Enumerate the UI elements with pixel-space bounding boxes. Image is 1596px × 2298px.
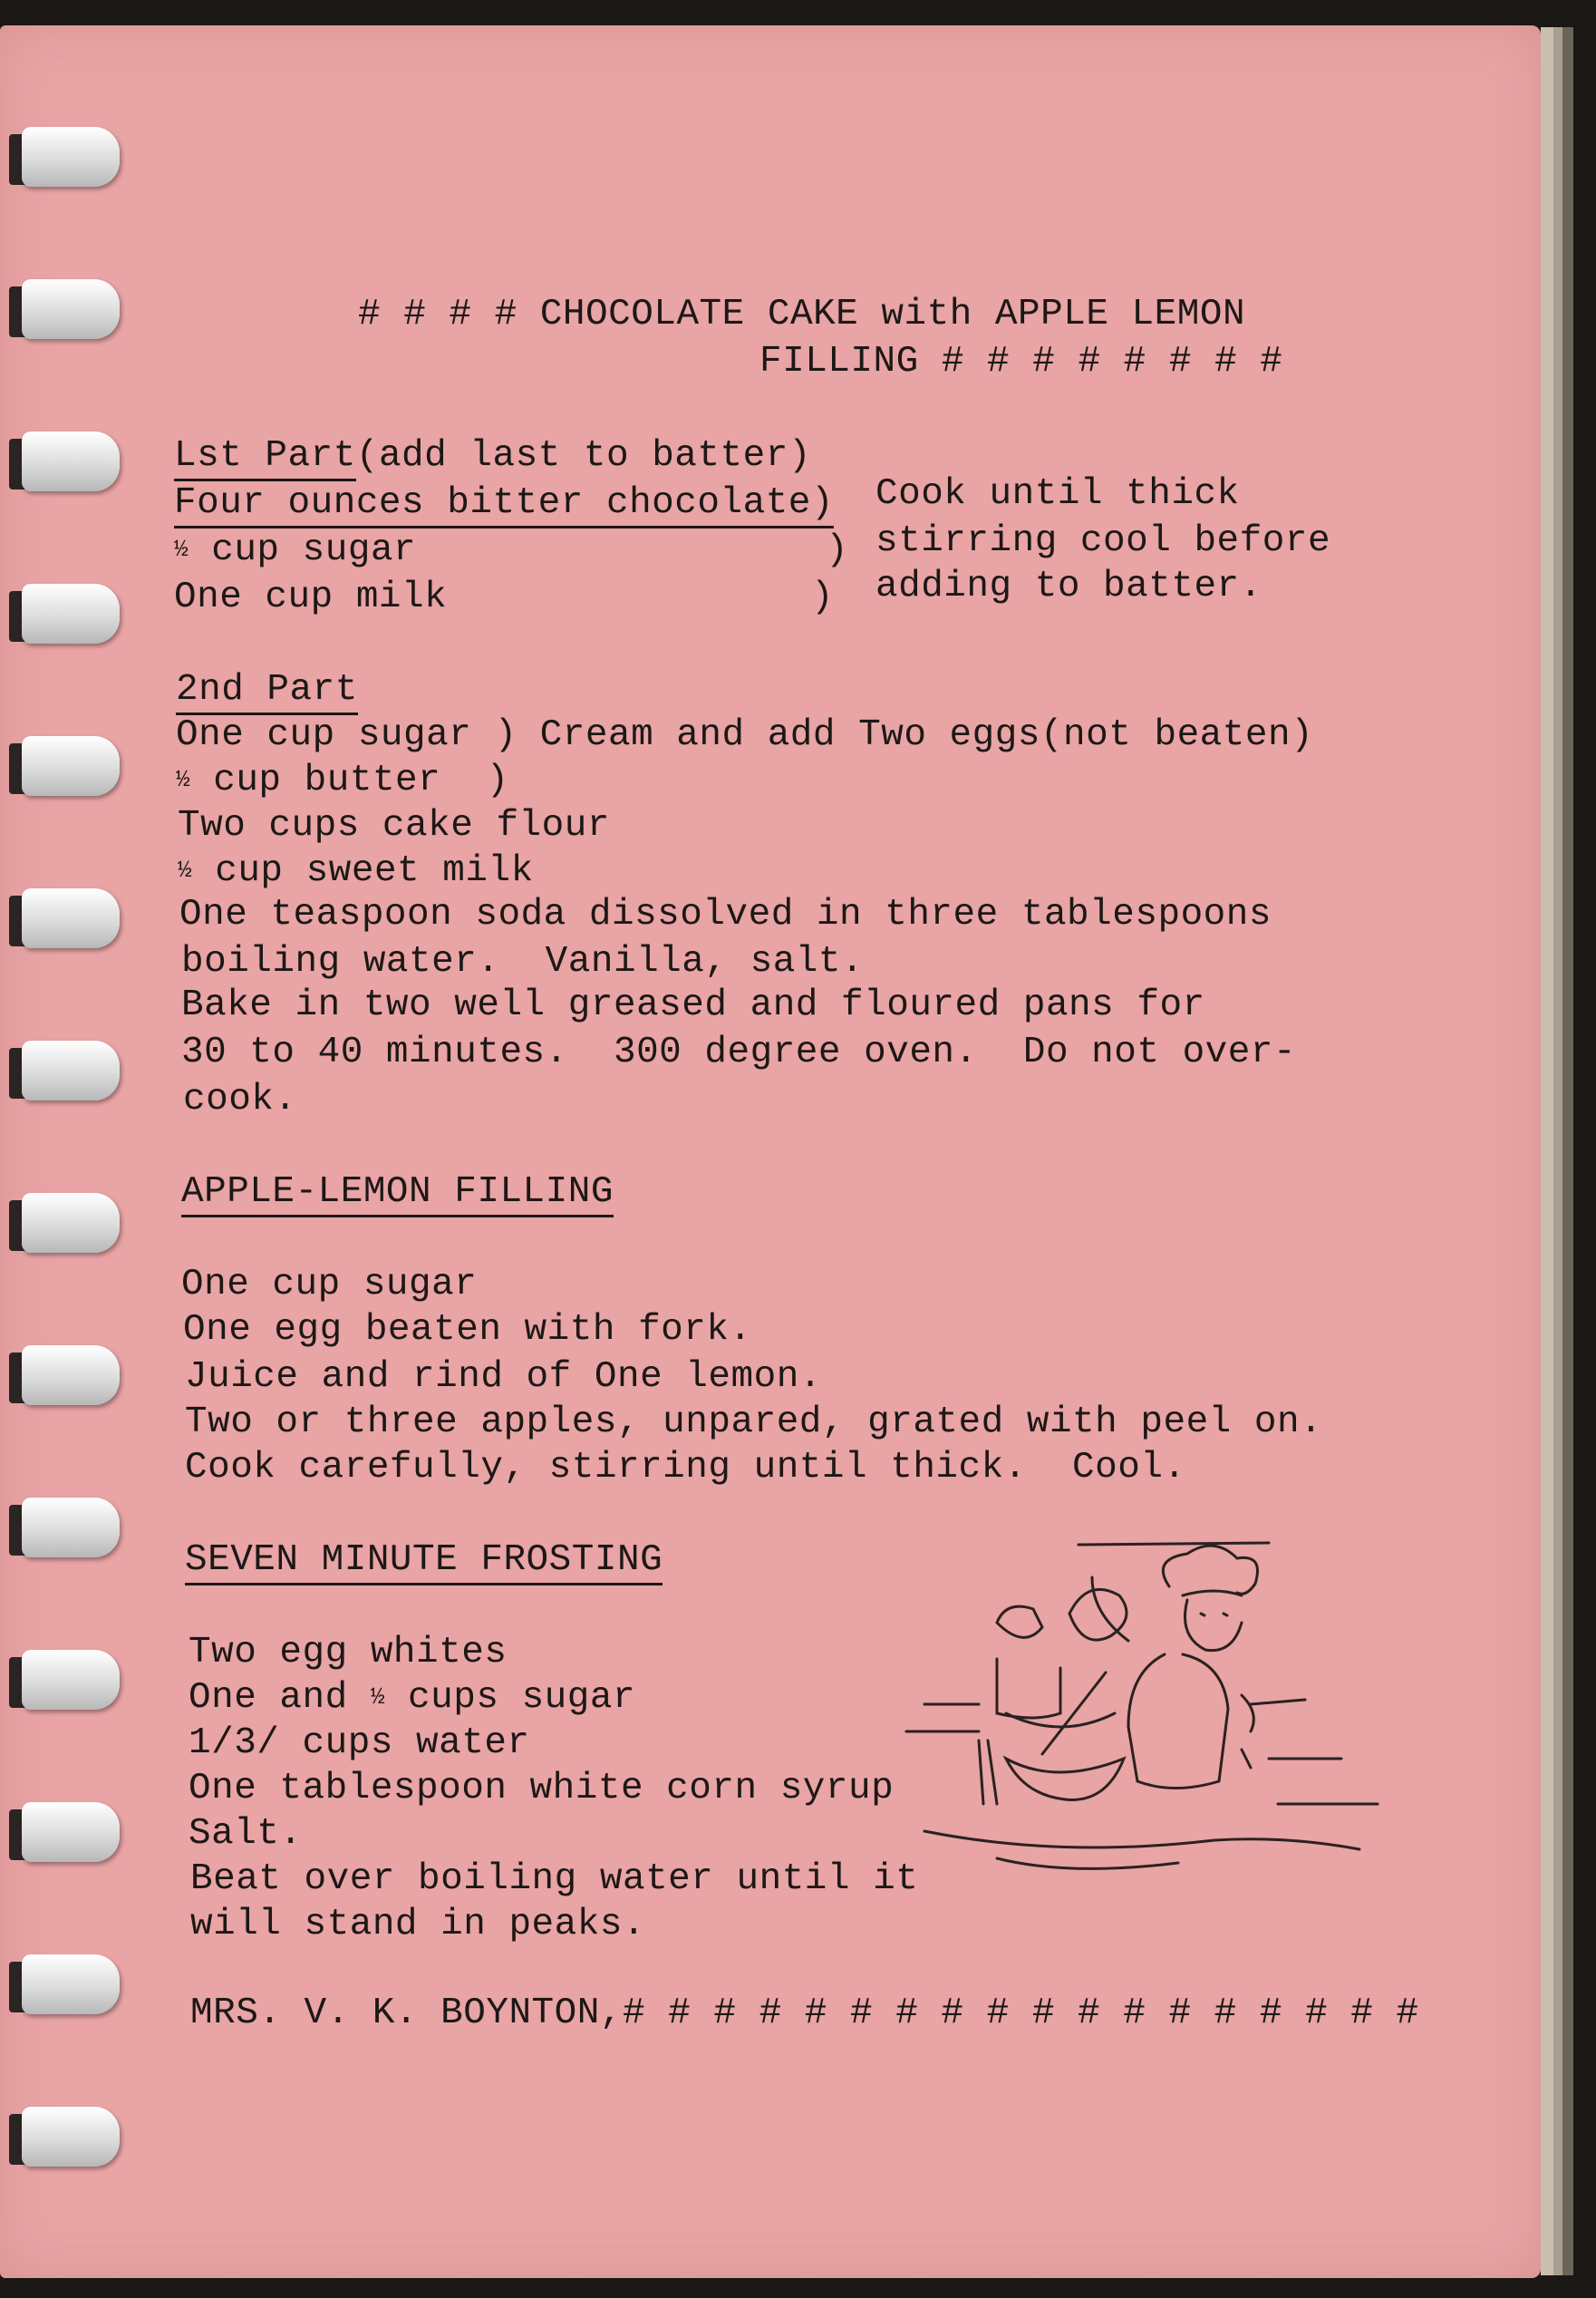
frosting-line: One tablespoon white corn syrup	[189, 1768, 895, 1809]
binding-ring	[9, 584, 109, 644]
binding-ring	[9, 431, 109, 491]
part1-side-note: Cook until thick	[875, 473, 1240, 515]
part2-line: One teaspoon soda dissolved in three tablespoons	[179, 894, 1272, 936]
part1-side-note: adding to batter.	[875, 566, 1262, 607]
binding-ring	[9, 1498, 109, 1557]
binding-ring	[9, 1041, 109, 1101]
chef-stirring-bowl-icon	[888, 1523, 1396, 1922]
part1-heading-row	[174, 433, 811, 479]
part2-line: 30 to 40 minutes. 300 degree oven. Do not over-	[181, 1032, 1297, 1073]
part2-line: ½ cup sweet milk	[178, 850, 534, 892]
filling-line: One egg beaten with fork.	[183, 1309, 752, 1351]
page-edge	[1562, 27, 1573, 2275]
part1-heading: Lst Part	[174, 435, 356, 481]
part2-line: Two cups cake flour	[178, 805, 610, 847]
frosting-line: 1/3/ cups water	[189, 1722, 530, 1764]
filling-line: One cup sugar	[181, 1264, 478, 1305]
page-edge	[1573, 27, 1596, 2275]
filling-line: Two or three apples, unpared, grated with peel on.	[185, 1401, 1323, 1443]
binding-ring	[9, 1650, 109, 1710]
binding-ring	[9, 736, 109, 796]
binding-ring	[9, 279, 109, 339]
binding-ring	[9, 2107, 109, 2167]
frosting-heading: SEVEN MINUTE FROSTING	[185, 1537, 663, 1583]
page-edge	[1541, 27, 1553, 2275]
page-edge	[1553, 27, 1562, 2275]
filling-line: Cook carefully, stirring until thick. Cool.	[185, 1447, 1186, 1488]
frosting-line: Two egg whites	[189, 1632, 508, 1673]
frosting-line: One and ½ cups sugar	[189, 1677, 636, 1719]
part2-heading: 2nd Part	[176, 667, 358, 713]
part1-line: Four ounces bitter chocolate)	[174, 480, 834, 526]
part1-line: One cup milk )	[174, 577, 835, 618]
filling-heading: APPLE-LEMON FILLING	[181, 1169, 614, 1215]
frosting-line: Beat over boiling water until it	[190, 1858, 919, 1900]
recipe-title-line1: # # # # CHOCOLATE CAKE with APPLE LEMON	[358, 294, 1246, 335]
part2-line: cook.	[183, 1079, 297, 1120]
part2-line: boiling water. Vanilla, salt.	[181, 941, 865, 983]
binding-ring	[9, 1345, 109, 1405]
part2-line: One cup sugar ) Cream and add Two eggs(not beaten)	[176, 714, 1314, 756]
binding-ring	[9, 127, 109, 187]
part1-line: ½ cup sugar )	[174, 529, 849, 571]
binding-ring	[9, 1193, 109, 1253]
filling-line: Juice and rind of One lemon.	[185, 1356, 822, 1398]
bleed-through-text	[236, 325, 279, 419]
recipe-title-line2: FILLING # # # # # # # #	[759, 341, 1283, 383]
frosting-line: will stand in peaks.	[190, 1904, 646, 1945]
frosting-line: Salt.	[189, 1813, 303, 1855]
binding-ring	[9, 888, 109, 948]
recipe-author: MRS. V. K. BOYNTON,# # # # # # # # # # # # # # # # # #	[190, 1993, 1419, 2034]
part2-line: Bake in two well greased and floured pans for	[181, 984, 1205, 1026]
part1-side-note: stirring cool before	[875, 520, 1331, 562]
part2-line: ½ cup butter )	[176, 760, 509, 801]
binding-ring	[9, 1802, 109, 1862]
binding-ring	[9, 1954, 109, 2014]
part1-heading-note: (add last to batter)	[355, 435, 811, 477]
